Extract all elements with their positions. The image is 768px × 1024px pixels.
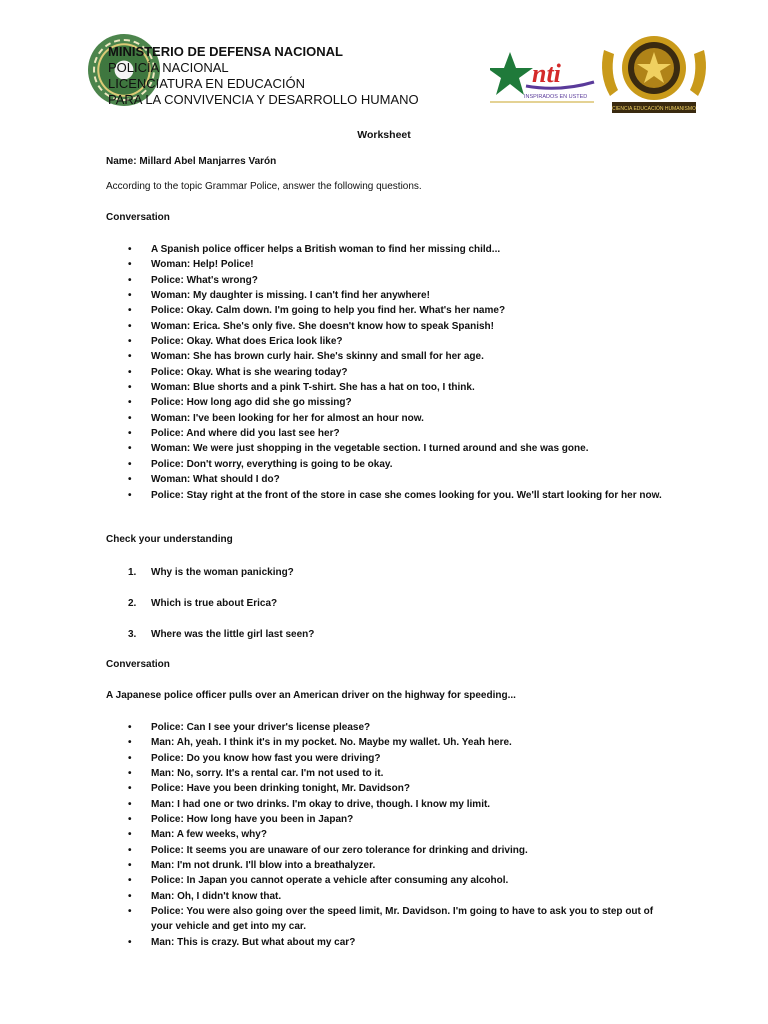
conversation1-line: • Woman: Blue shorts and a pink T-shirt. She has a hat on too, I think. bbox=[128, 380, 671, 395]
conversation2-line: • Police: Do you know how fast you were driving? bbox=[128, 751, 671, 766]
letterhead bbox=[108, 44, 419, 108]
conversation2-line: • Police: It seems you are unaware of our zero tolerance for drinking and driving. bbox=[128, 843, 671, 858]
question-number: 1. bbox=[128, 567, 137, 578]
letterhead-police: POLICÍA NACIONAL bbox=[108, 60, 229, 75]
conversation2-line: • Police: You were also going over the speed limit, Mr. Davidson. I'm going to have to ask you to step out of your vehicle and get into my car. bbox=[128, 904, 671, 935]
conversation1-line: • Police: Okay. What does Erica look like? bbox=[128, 334, 671, 349]
conversation1-line: • Woman: Erica. She's only five. She doesn't know how to speak Spanish! bbox=[128, 319, 671, 334]
question-text: Which is true about Erica? bbox=[151, 598, 278, 609]
student-name: Name: Millard Abel Manjarres Varón bbox=[106, 156, 277, 167]
conversation1-line: • Police: Okay. What is she wearing today? bbox=[128, 365, 671, 380]
conversation2-line: • Man: I'm not drunk. I'll blow into a breathalyzer. bbox=[128, 858, 671, 873]
conversation1-line: • Woman: We were just shopping in the vegetable section. I turned around and she was gone. bbox=[128, 441, 671, 456]
conversation2-intro: A Japanese police officer pulls over an American driver on the highway for speeding... bbox=[106, 690, 516, 701]
conversation2-line: • Man: Oh, I didn't know that. bbox=[128, 889, 671, 904]
conversation1-line: • Police: Don't worry, everything is going to be okay. bbox=[128, 457, 671, 472]
conversation1-line: • Police: And where did you last see her? bbox=[128, 426, 671, 441]
conversation1-line: • Police: Stay right at the front of the store in case she comes looking for you. We'll start looking for her now. bbox=[128, 488, 671, 503]
letterhead-degree: LICENCIATURA EN EDUCACIÓN bbox=[108, 76, 305, 91]
check-understanding-heading: Check your understanding bbox=[106, 534, 233, 545]
conversation2-line: • Police: Have you been drinking tonight, Mr. Davidson? bbox=[128, 781, 671, 796]
worksheet-title: Worksheet bbox=[357, 129, 411, 141]
conversation1-line: • Police: What's wrong? bbox=[128, 273, 671, 288]
conversation1-heading: Conversation bbox=[106, 212, 170, 223]
question-text: Why is the woman panicking? bbox=[151, 567, 294, 578]
question-item bbox=[128, 596, 314, 627]
question-item bbox=[128, 627, 314, 658]
conversation2-line: • Man: I had one or two drinks. I'm okay to drive, though. I know my limit. bbox=[128, 797, 671, 812]
conversation1-line: • Woman: Help! Police! bbox=[128, 257, 671, 272]
question-item bbox=[128, 565, 314, 596]
instructions: According to the topic Grammar Police, answer the following questions. bbox=[106, 181, 422, 192]
conversation1-line: • Woman: I've been looking for her for almost an hour now. bbox=[128, 411, 671, 426]
question-text: Where was the little girl last seen? bbox=[151, 629, 315, 640]
conversation1-line: • Police: Okay. Calm down. I'm going to help you find her. What's her name? bbox=[128, 303, 671, 318]
conversation1-line: • Police: How long ago did she go missing? bbox=[128, 395, 671, 410]
conversation1-line: • A Spanish police officer helps a British woman to find her missing child... bbox=[128, 242, 671, 257]
conversation1-list bbox=[128, 242, 671, 503]
question-number: 3. bbox=[128, 629, 137, 640]
crest-motto: CIENCIA EDUCACIÓN HUMANISMO bbox=[612, 106, 696, 112]
nti-logo-text: nti bbox=[532, 59, 561, 88]
conversation1-line: • Woman: She has brown curly hair. She's skinny and small for her age. bbox=[128, 349, 671, 364]
conversation2-line: • Man: Ah, yeah. I think it's in my pocket. No. Maybe my wallet. Uh. Yeah here. bbox=[128, 735, 671, 750]
conversation2-line: • Man: No, sorry. It's a rental car. I'm not used to it. bbox=[128, 766, 671, 781]
conversation2-line: • Man: A few weeks, why? bbox=[128, 827, 671, 842]
conversation2-heading: Conversation bbox=[106, 659, 170, 670]
conversation1-line: • Woman: My daughter is missing. I can't find her anywhere! bbox=[128, 288, 671, 303]
conversation2-line: • Police: Can I see your driver's license please? bbox=[128, 720, 671, 735]
conversation2-line: • Man: This is crazy. But what about my car? bbox=[128, 935, 671, 950]
conversation2-list bbox=[128, 720, 671, 950]
conversation2-line: • Police: In Japan you cannot operate a vehicle after consuming any alcohol. bbox=[128, 873, 671, 888]
questions-list bbox=[128, 565, 314, 658]
conversation2-line: • Police: How long have you been in Japan? bbox=[128, 812, 671, 827]
letterhead-program: PARA LA CONVIVENCIA Y DESARROLLO HUMANO bbox=[108, 92, 419, 107]
conversation1-line: • Woman: What should I do? bbox=[128, 472, 671, 487]
university-crest-logo bbox=[596, 30, 712, 116]
question-number: 2. bbox=[128, 598, 137, 609]
nti-logo-tagline: INSPIRADOS EN USTED bbox=[524, 94, 588, 100]
letterhead-ministry: MINISTERIO DE DEFENSA NACIONAL bbox=[108, 44, 343, 59]
nti-logo bbox=[490, 46, 596, 104]
